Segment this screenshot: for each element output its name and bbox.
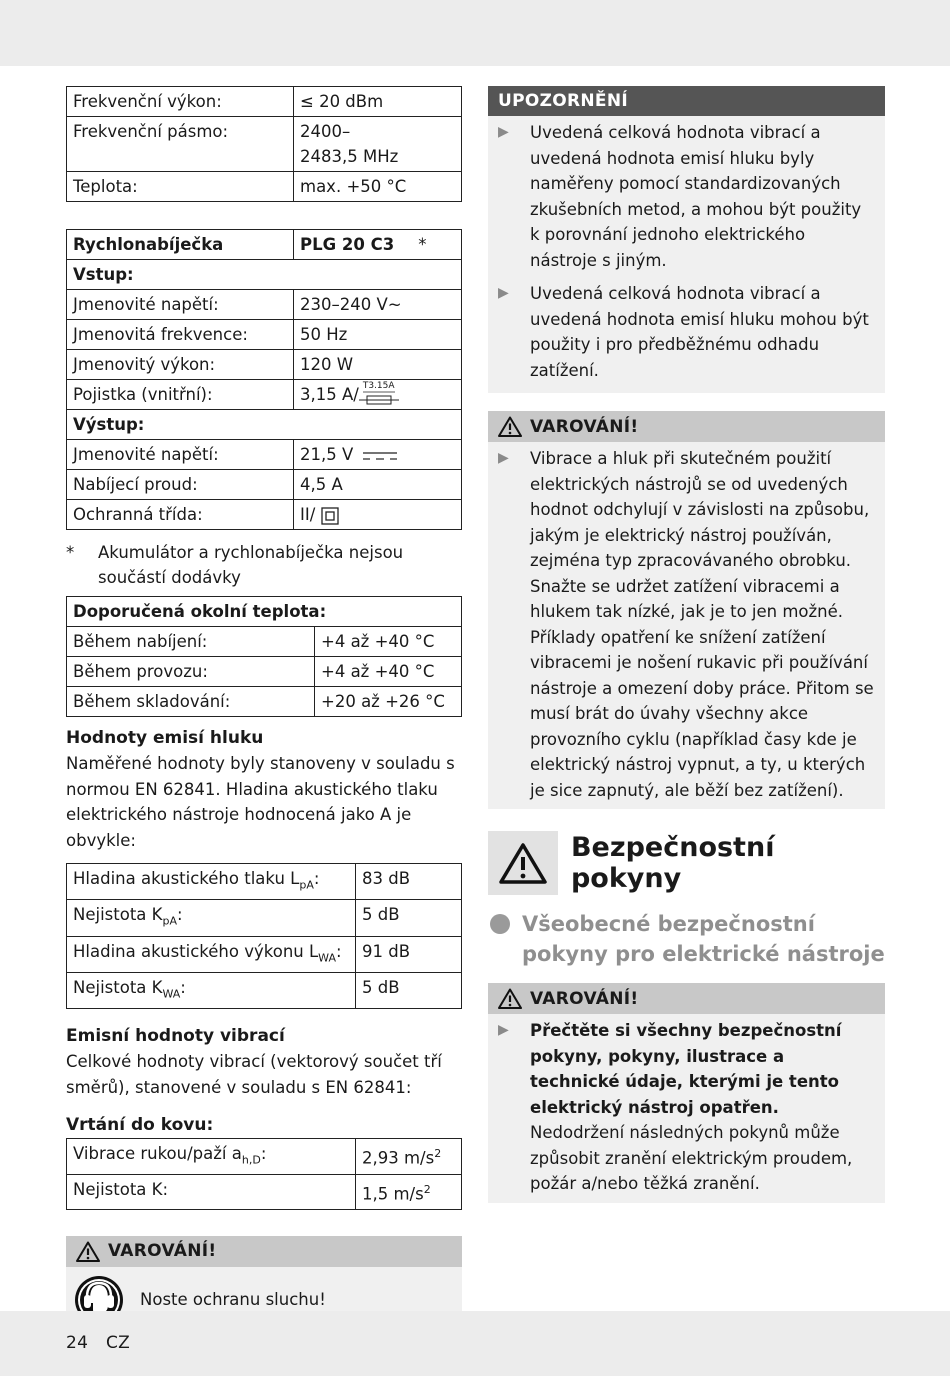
noise-text: Naměřené hodnoty byly stanoveny v souladu s normou EN 62841. Hladina akustického tlaku elektrického nástroje hodnocená jako A je obvykle: — [66, 754, 455, 850]
radio-spec-table — [66, 86, 462, 202]
page-title: Bezpečnostní pokyny — [570, 832, 775, 894]
warning-triangle-icon — [498, 416, 522, 437]
table-row: Rychlonabíječka PLG 20 C3 * — [67, 230, 462, 260]
table-row: Jmenovitý výkon: 120 W — [67, 350, 462, 380]
page-number: 24 — [66, 1333, 89, 1353]
vibration-text: Celkové hodnoty vibrací (vektorový součet tří směrů), stanovené v souladu s EN 62841: — [66, 1052, 442, 1097]
list-item: ▶ Uvedená celková hodnota vibrací a uvedená hodnota emisí hluku mohou být použity i pro předběžnému odhadu zatížení. — [488, 281, 885, 383]
noise-table — [66, 863, 462, 1009]
noise-heading: Hodnoty emisí hluku — [66, 728, 264, 748]
temperature-table — [66, 596, 462, 717]
dc-symbol-icon — [361, 450, 399, 462]
footer-band — [0, 1311, 950, 1376]
list-item: ▶ Vibrace a hluk při skutečném použití elektrických nástrojů se od uvedených hodnot odchylují v závislosti na způsobu, jakým je elektrický nástroj používán, zejména typ zpracovávaného obrobku. Snažte se udržet zatížení vibracemi a hlukem tak nízké, jak je to jen možné. Příklady opatření ke snížení zatížení vibracemi je nošení rukavic při používání nástroje a omezení doby práce. Přitom se musí brát do úvahy všechny akce provozního cyklu (například časy kde je elektrický nástroj vypnut, a ty, u kterých je sice zapnutý, ale běží bez zatížení). — [488, 446, 885, 803]
fuse-symbol-icon: T3.15A — [359, 385, 399, 407]
protection-class-ii-icon — [321, 507, 339, 525]
notice-box — [488, 86, 885, 393]
table-row: Teplota: max. +50 °C — [67, 172, 462, 202]
table-row: Během provozu: +4 až +40 °C — [67, 657, 462, 687]
table-row: Jmenovité napětí: 21,5 V — [67, 440, 462, 470]
table-row: Jmenovité napětí: 230–240 V~ — [67, 290, 462, 320]
list-item: ▶ Uvedená celková hodnota vibrací a uvedená hodnota emisí hluku byly naměřeny pomocí standardizovaných zkušebních metod, a mohou být použity k porovnání jednoho elektrického nástroje s jiným. — [488, 120, 885, 273]
table-row: Jmenovitá frekvence: 50 Hz — [67, 320, 462, 350]
vibration-warning-box — [488, 411, 885, 809]
warning-header: VAROVÁNÍ! — [488, 983, 885, 1014]
table-row: Pojistka (vnitřní): 3,15 A/ T3.15A — [67, 380, 462, 410]
language-code: CZ — [105, 1333, 131, 1353]
table-row: Frekvenční výkon: ≤ 20 dBm — [67, 87, 462, 117]
header-band — [0, 0, 950, 66]
table-row: Vstup: — [67, 260, 462, 290]
warning-triangle-icon — [76, 1241, 100, 1262]
hearing-warning-box: VAROVÁNÍ! Noste ochranu sluchu! — [66, 1236, 462, 1335]
table-row: Hladina akustického tlaku $L_{pA}$: 83 dB — [67, 864, 462, 900]
warning-header: VAROVÁNÍ! — [66, 1236, 462, 1267]
table-row: Během skladování: +20 až +26 °C — [67, 687, 462, 717]
notice-header: UPOZORNĚNÍ — [488, 86, 885, 116]
bullet-dot-icon — [490, 914, 510, 934]
charger-spec-table — [66, 229, 462, 530]
section-subheading: Všeobecné bezpečnostní pokyny pro elektrické nástroje — [488, 909, 885, 969]
table-row: Nejistota $K_{pA}$: 5 dB — [67, 900, 462, 936]
list-item: ▶ Přečtěte si všechny bezpečnostní pokyny, pokyny, ilustrace a technické údaje, kterými je tento elektrický nástroj opatřen. Nedodržení následných pokynů může způsobit zranění elektrickým proudem, požár a/nebo těžká zranění. — [488, 1018, 885, 1197]
page-footer — [66, 1333, 130, 1353]
bullet-triangle-icon: ▶ — [498, 124, 509, 140]
warning-header: VAROVÁNÍ! — [488, 411, 885, 442]
table-row: Frekvenční pásmo: 2400– 2483,5 MHz — [67, 117, 462, 172]
vibration-heading: Emisní hodnoty vibrací — [66, 1026, 285, 1047]
left-column — [66, 86, 462, 1335]
right-column — [488, 86, 885, 1203]
table-row: Výstup: — [67, 410, 462, 440]
table-row: Ochranná třída: II/ — [67, 500, 462, 530]
warning-triangle-icon — [498, 988, 522, 1009]
safety-title — [488, 831, 885, 895]
bullet-triangle-icon: ▶ — [498, 285, 509, 301]
table-row: Nejistota K: 1,5 $m/s^2$ — [67, 1175, 462, 1210]
table-row: Hladina akustického výkonu $L_{WA}$: 91 dB — [67, 936, 462, 972]
table-row: Doporučená okolní teplota: — [67, 597, 462, 627]
table-row: Nejistota $K_{WA}$: 5 dB — [67, 972, 462, 1008]
general-warning-box — [488, 983, 885, 1203]
vibration-subheading: Vrtání do kovu: — [66, 1115, 214, 1136]
vibration-table — [66, 1138, 462, 1210]
footnote: * Akumulátor a rychlonabíječka nejsou součástí dodávky — [66, 543, 404, 587]
bullet-triangle-icon: ▶ — [498, 1022, 509, 1038]
table-row: Nabíjecí proud: 4,5 A — [67, 470, 462, 500]
bullet-triangle-icon: ▶ — [498, 450, 509, 466]
table-row: Vibrace rukou/paží $a_{h,D}$: 2,93 $m/s^2$ — [67, 1139, 462, 1175]
table-row: Během nabíjení: +4 až +40 °C — [67, 627, 462, 657]
warning-triangle-icon — [499, 842, 547, 884]
